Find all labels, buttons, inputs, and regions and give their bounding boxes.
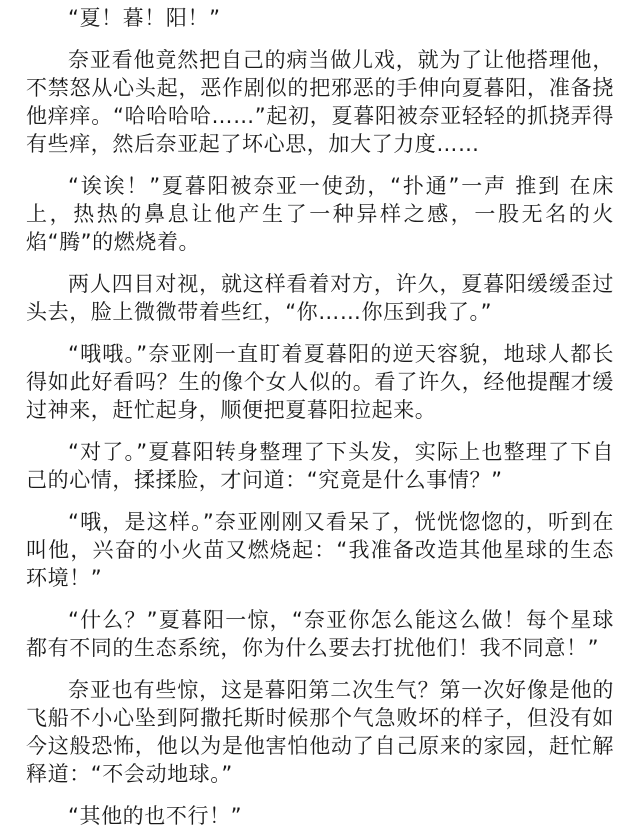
paragraph: 奈亚也有些惊，这是暮阳第二次生气？第一次好像是他的飞船不小心坠到阿撒托斯时候那个气急败坏的样子，但没有如今这般恐怖，他以为是他害怕他动了自己原来的家园，赶忙解释道：“不会动地球。”	[26, 678, 614, 786]
paragraph: 奈亚看他竟然把自己的病当做儿戏，就为了让他搭理他，不禁怒从心头起，恶作剧似的把邪恶的手伸向夏暮阳，准备挠他痒痒。“哈哈哈哈……”起初，夏暮阳被奈亚轻轻的抓挠弄得有些痒，然后奈亚起了坏心思，加大了力度……	[26, 48, 614, 156]
paragraph: “诶诶！”夏暮阳被奈亚一使劲，“扑通”一声 推到 在床上，热热的鼻息让他产生了一种异样之感，一股无名的火焰“腾”的燃烧着。	[26, 174, 614, 254]
paragraph: “其他的也不行！”	[68, 804, 243, 828]
paragraph: “夏！暮！阳！”	[68, 6, 221, 30]
paragraph: “对了。”夏暮阳转身整理了下头发，实际上也整理了下自己的心情，揉揉脸，才问道：“究竟是什么事情？”	[26, 440, 614, 492]
paragraph: “哦哦。”奈亚刚一直盯着夏暮阳的逆天容貌，地球人都长得如此好看吗？生的像个女人似的。看了许久，经他提醒才缓过神来，赶忙起身，顺便把夏暮阳拉起来。	[26, 342, 614, 422]
paragraph: “哦，是这样。”奈亚刚刚又看呆了，恍恍惚惚的，听到在叫他，兴奋的小火苗又燃烧起：“我准备改造其他星球的生态环境！”	[26, 510, 614, 590]
paragraph: 两人四目对视，就这样看着对方，许久，夏暮阳缓缓歪过头去，脸上微微带着些红，“你……你压到我了。”	[26, 272, 614, 324]
paragraph: “什么？”夏暮阳一惊，“奈亚你怎么能这么做！每个星球都有不同的生态系统，你为什么要去打扰他们！我不同意！”	[26, 608, 614, 660]
